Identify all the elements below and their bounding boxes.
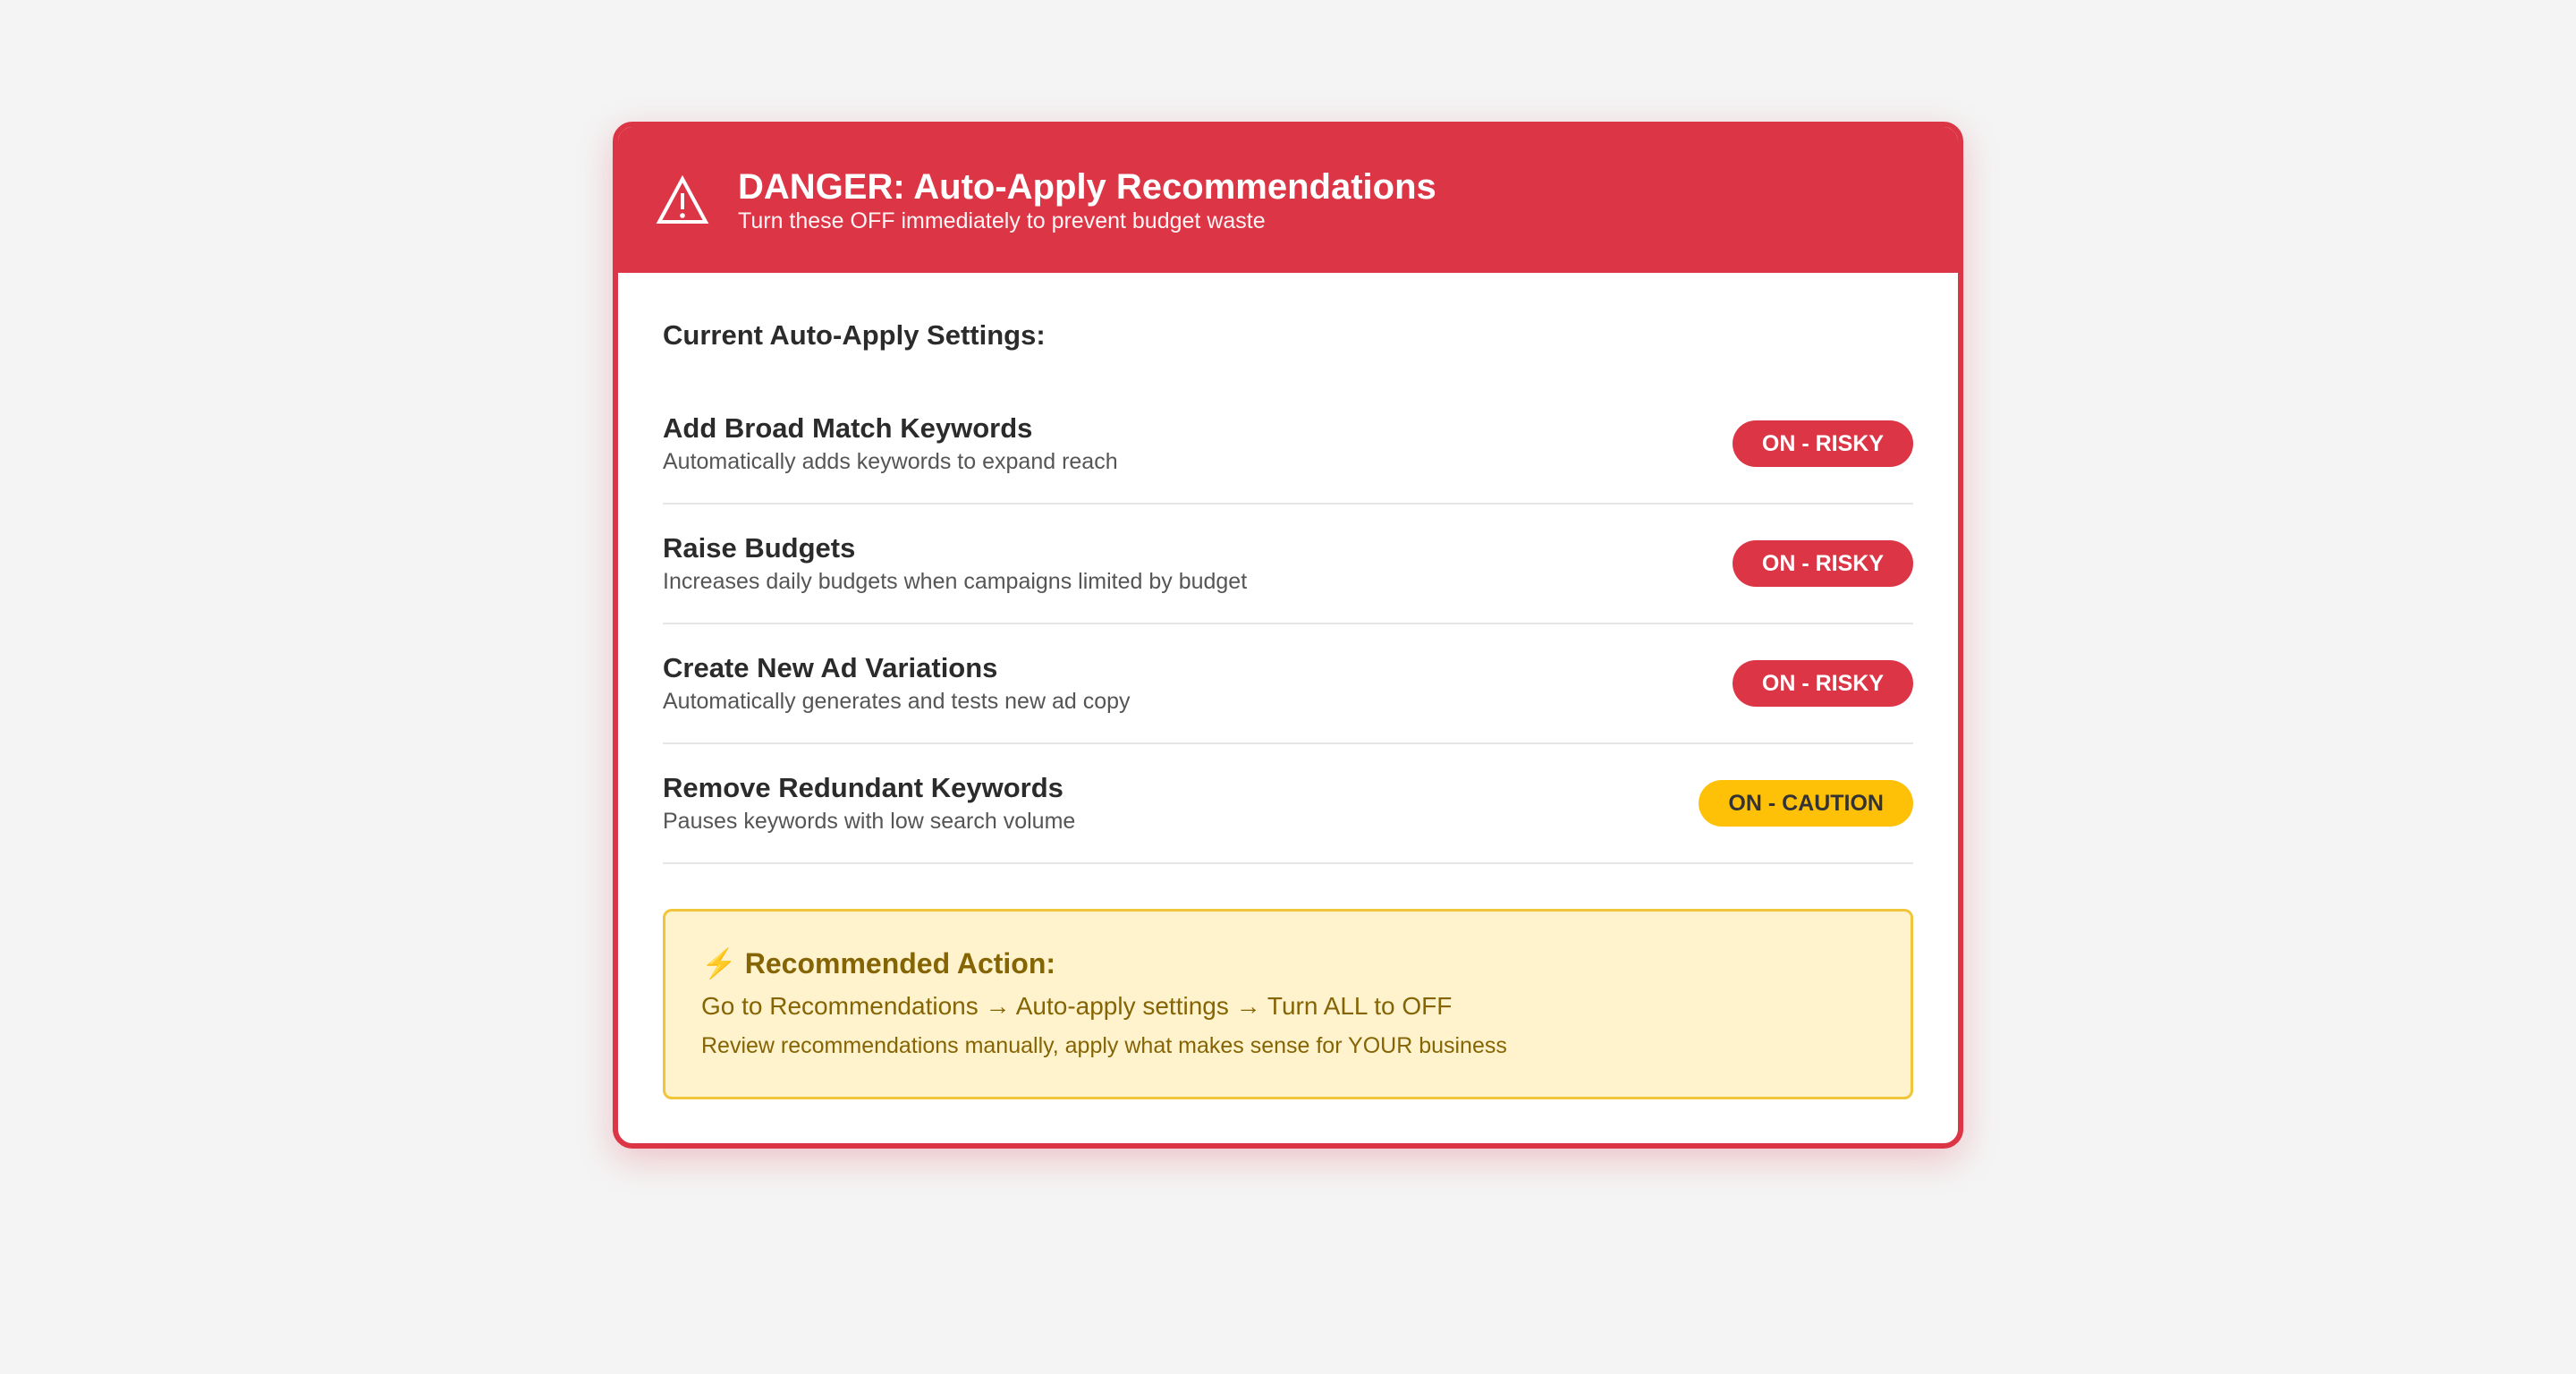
status-badge[interactable]: ON - RISKY <box>1733 420 1913 467</box>
recommendation-steps: Go to Recommendations → Auto-apply settings → Turn ALL to OFF <box>701 992 1453 1020</box>
setting-desc: Automatically adds keywords to expand reach <box>663 449 1118 474</box>
recommendation-note: Review recommendations manually, apply what makes sense for YOUR business <box>701 1033 1507 1058</box>
status-badge[interactable]: ON - RISKY <box>1733 660 1913 707</box>
setting-title: Raise Budgets <box>663 532 856 564</box>
recommended-action-box <box>663 909 1913 1099</box>
lightning-icon: ⚡ <box>701 947 737 980</box>
setting-row <box>663 624 1913 744</box>
setting-desc: Pauses keywords with low search volume <box>663 809 1076 834</box>
setting-row <box>663 505 1913 624</box>
header-subtitle: Turn these OFF immediately to prevent budget waste <box>738 208 1266 233</box>
setting-desc: Increases daily budgets when campaigns limited by budget <box>663 569 1248 594</box>
warning-triangle-icon <box>656 175 709 225</box>
status-badge[interactable]: ON - CAUTION <box>1699 780 1913 827</box>
danger-card <box>613 122 1963 1149</box>
setting-title: Remove Redundant Keywords <box>663 772 1063 803</box>
setting-title: Create New Ad Variations <box>663 652 998 683</box>
section-title: Current Auto-Apply Settings: <box>663 319 1046 351</box>
header-title: DANGER: Auto-Apply Recommendations <box>738 166 1436 207</box>
status-badge[interactable]: ON - RISKY <box>1733 540 1913 587</box>
setting-desc: Automatically generates and tests new ad copy <box>663 689 1131 714</box>
setting-row <box>663 385 1913 505</box>
setting-row <box>663 744 1913 864</box>
recommendation-title: Recommended Action: <box>744 947 1056 980</box>
danger-header <box>618 127 1958 273</box>
setting-title: Add Broad Match Keywords <box>663 412 1033 444</box>
